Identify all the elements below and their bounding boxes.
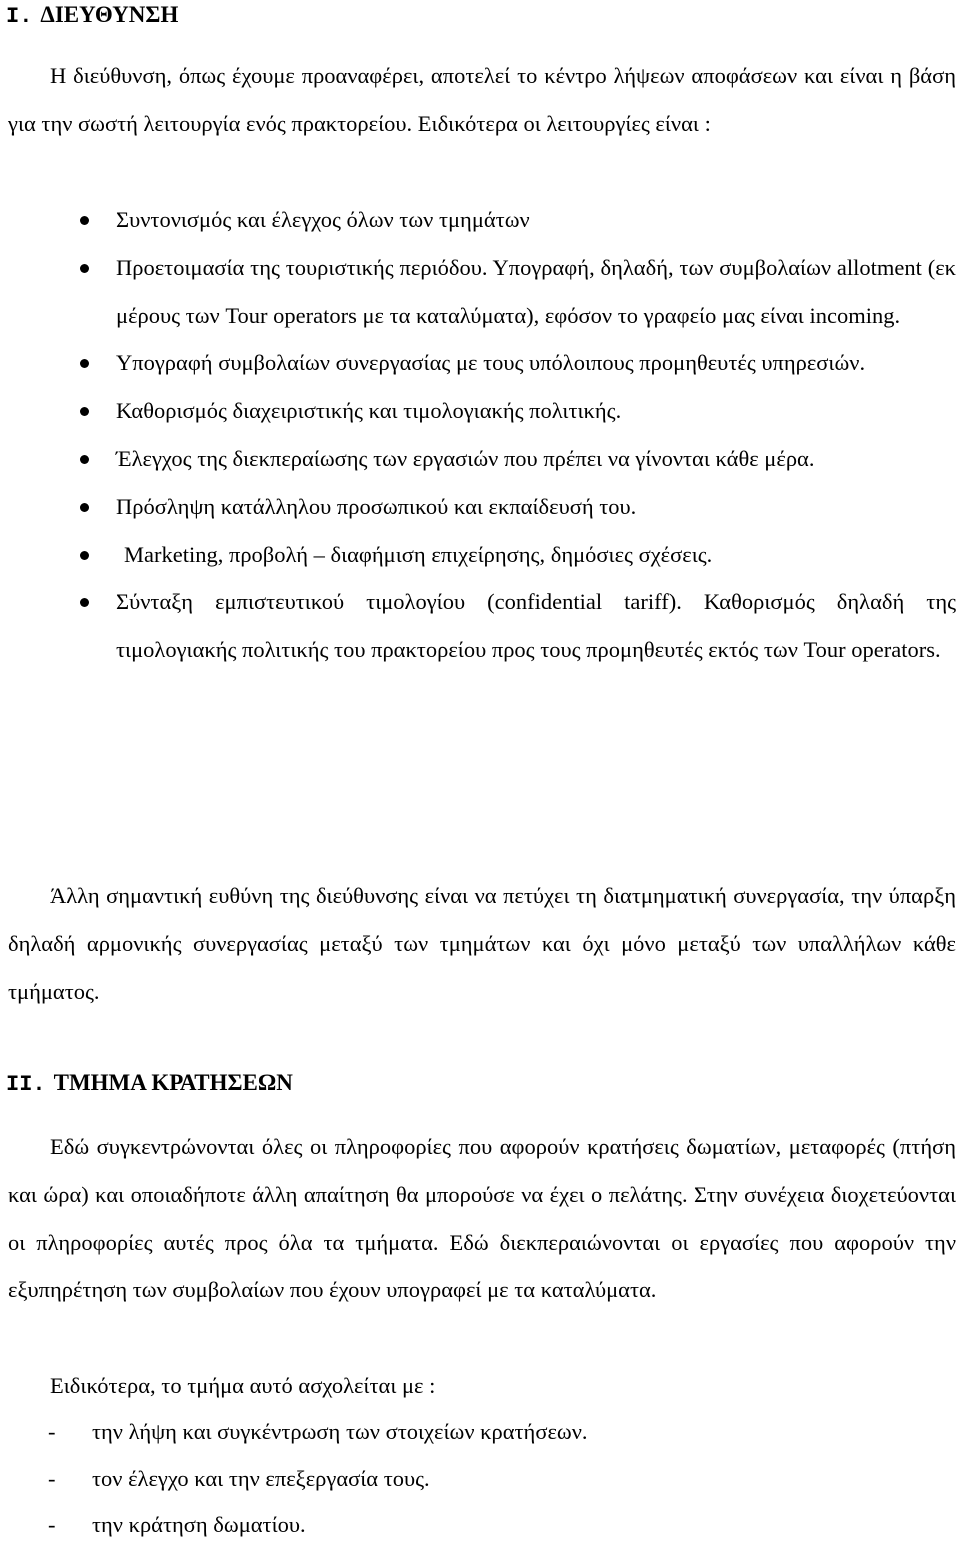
bullet-icon — [80, 598, 89, 607]
list-item — [0, 1456, 956, 1503]
list-item — [0, 435, 956, 483]
section-2-lead: Ειδικότερα, το τμήμα αυτό ασχολείται με : — [50, 1373, 436, 1398]
section-1-title: ΔΙΕΥΘΥΝΣΗ — [40, 2, 179, 27]
list-item-text: Συντονισμός και έλεγχος όλων των τμημάτων — [116, 207, 530, 232]
section-2-dash-list — [0, 1409, 956, 1549]
section-2-number: II. — [6, 1072, 46, 1097]
bullet-icon — [80, 359, 89, 368]
list-item — [0, 483, 956, 531]
list-item — [0, 1409, 956, 1456]
list-item — [0, 339, 956, 387]
list-item-text: Πρόσληψη κατάλληλου προσωπικού και εκπαίδευσή του. — [116, 493, 637, 519]
list-item — [0, 244, 956, 340]
list-item-text: την κράτηση δωματίου. — [92, 1512, 306, 1537]
list-item-text: Προετοιμασία της τουριστικής περιόδου. Υπογραφή, δηλαδή, των συμβολαίων allotment (εκ μέρους των Tour operators με τα καταλύματα), εφόσον το γραφείο μας είναι incoming. — [116, 254, 956, 328]
dash-icon: - — [48, 1512, 56, 1537]
section-1-heading — [6, 0, 178, 32]
list-item — [0, 1502, 956, 1549]
list-item — [0, 531, 956, 579]
bullet-icon — [80, 407, 89, 416]
list-item — [0, 387, 956, 435]
bullet-icon — [80, 264, 89, 273]
dash-icon: - — [48, 1465, 56, 1491]
list-item-text: Marketing, προβολή – διαφήμιση επιχείρησης, δημόσιες σχέσεις. — [124, 541, 713, 567]
section-1-bullet-list — [0, 196, 956, 674]
section-2-heading — [6, 1068, 293, 1100]
list-item-text: Υπογραφή συμβολαίων συνεργασίας με τους υπόλοιπους προμηθευτές υπηρεσιών. — [116, 350, 866, 376]
list-item-text: Έλεγχος της διεκπεραίωσης των εργασιών που πρέπει να γίνονται κάθε μέρα. — [116, 445, 815, 471]
bullet-icon — [80, 503, 89, 512]
list-item-text: την λήψη και συγκέντρωση των στοιχείων κρατήσεων. — [92, 1419, 588, 1444]
list-item-text: Σύνταξη εμπιστευτικού τιμολογίου (confidential tariff). Καθορισμός δηλαδή της τιμολογιακής πολιτικής του πρακτορείου προς τους προμηθευτές εκτός των Tour operators. — [116, 589, 956, 663]
section-1-closing: Άλλη σημαντική ευθύνη της διεύθυνσης είναι να πετύχει τη διατμηματική συνεργασία, την ύπαρξη δηλαδή αρμονικής συνεργασίας μεταξύ των τμημάτων και όχι μόνο μεταξύ των υπαλλήλων κάθε τμήματος. — [8, 883, 956, 1004]
dash-icon: - — [48, 1419, 56, 1444]
list-item — [0, 578, 956, 674]
list-item — [0, 196, 956, 244]
list-item-text: Καθορισμός διαχειριστικής και τιμολογιακής πολιτικής. — [116, 398, 622, 424]
list-item-text: τον έλεγχο και την επεξεργασία τους. — [92, 1465, 430, 1491]
bullet-icon — [80, 551, 89, 560]
bullet-icon — [80, 455, 89, 464]
section-1-number: I. — [6, 4, 33, 29]
section-1-intro: Η διεύθυνση, όπως έχουμε προαναφέρει, αποτελεί το κέντρο λήψεων αποφάσεων και είναι η βάση για την σωστή λειτουργία ενός πρακτορείου. Ειδικότερα οι λειτουργίες είναι : — [8, 63, 956, 136]
section-2-title: ΤΜΗΜΑ ΚΡΑΤΗΣΕΩΝ — [53, 1070, 293, 1095]
bullet-icon — [80, 216, 89, 225]
section-2-intro: Εδώ συγκεντρώνονται όλες οι πληροφορίες που αφορούν κρατήσεις δωματίων, μεταφορές (πτήση και ώρα) και οποιαδήποτε άλλη απαίτηση θα μπορούσε να έχει ο πελάτης. Στην συνέχεια διοχετεύονται οι πληροφορίες αυτές προς όλα τα τμήματα. Εδώ διεκπεραιώνονται οι εργασίες που αφορούν την εξυπηρέτηση των συμβολαίων που έχουν υπογραφεί με τα καταλύματα. — [8, 1134, 956, 1303]
